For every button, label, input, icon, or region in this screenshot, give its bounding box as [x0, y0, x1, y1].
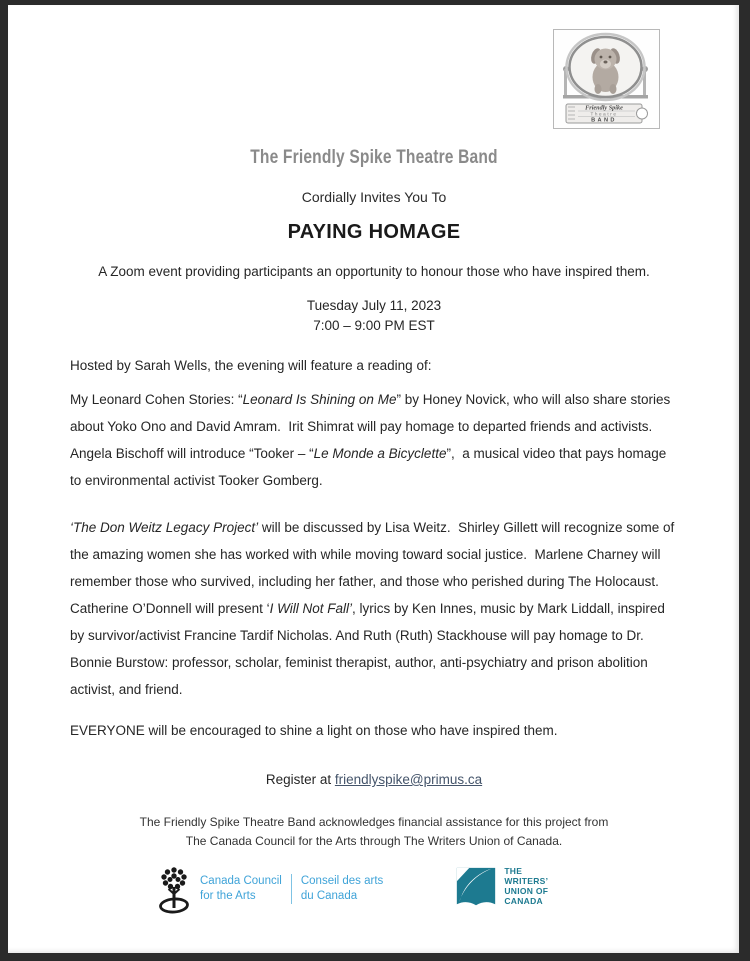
everyone-line: EVERYONE will be encouraged to shine a light on those who have inspired them.: [70, 723, 558, 738]
canada-council-tree-icon: [156, 864, 192, 914]
writers-union-logo: [453, 864, 548, 910]
canada-council-text-fr: Conseil des arts du Canada: [300, 875, 384, 902]
writers-union-text: THE WRITERS’ UNION OF CANADA: [504, 866, 549, 906]
event-date: Tuesday July 11, 2023: [306, 298, 442, 313]
writers-union-book-feather-icon: [453, 864, 499, 910]
canada-council-divider: [291, 874, 292, 904]
logo-text-theatre: Theatre: [590, 111, 618, 117]
acknowledgement-block: [70, 813, 678, 851]
invite-line: Cordially Invites You To: [301, 189, 447, 205]
date-time-block: [70, 296, 678, 336]
funder-logos-row: [70, 864, 678, 914]
paragraph-leonard-cohen: My Leonard Cohen Stories: “Leonard Is Shining on Me” by Honey Novick, who will also share stories about Yoko Ono and David Amram. Irit Shimrat will pay homage to departed friends and activists. Angela Bischoff will introduce “Tooker – “Le Monde a Bicyclette”, a musical video that pays homage to environmental activist Tooker Gomberg.: [70, 392, 675, 488]
acknowledgement-line-1: The Friendly Spike Theatre Band acknowledges financial assistance for this project from: [139, 815, 609, 829]
event-description: A Zoom event providing participants an opportunity to honour those who have inspired them.: [98, 264, 650, 279]
canada-council-text-en: Canada Council for the Arts: [200, 875, 282, 902]
logo-text-band: BAND: [591, 117, 617, 124]
paragraph-don-weitz: ‘The Don Weitz Legacy Project’ will be discussed by Lisa Weitz. Shirley Gillett will recognize some of the amazing women she has worked with while moving toward social justice. Marlene Charney will remember those who survived, including her father, and those who perished during The Holocaust. Catherine O’Donnell will present ‘I Will Not Fall’, lyrics by Ken Innes, music by Mark Liddall, inspired by survivor/activist Francine Tardif Nicholas. And Ruth (Ruth) Stackhouse will pay homage to Dr. Bonnie Burstow: professor, scholar, feminist therapist, author, anti-psychiatry and prison abolition activist, and friend.: [70, 520, 679, 697]
acknowledgement-line-2: The Canada Council for the Arts through The Writers Union of Canada.: [185, 834, 563, 848]
logo-container: [70, 29, 678, 129]
band-title: The Friendly Spike Theatre Band: [250, 147, 498, 168]
canada-council-logo: [156, 864, 383, 914]
register-email-link[interactable]: friendlyspike@primus.ca: [334, 772, 483, 787]
event-time: 7:00 – 9:00 PM EST: [313, 318, 435, 333]
hosted-line: Hosted by Sarah Wells, the evening will feature a reading of:: [70, 358, 432, 373]
event-title: PAYING HOMAGE: [287, 221, 461, 243]
register-prefix: Register at: [265, 772, 335, 787]
friendly-spike-theatre-band-logo-icon: [553, 29, 660, 129]
register-line: [70, 772, 678, 787]
logo-text-friendly-spike: Friendly Spike: [585, 104, 623, 112]
document-page: [8, 5, 739, 953]
